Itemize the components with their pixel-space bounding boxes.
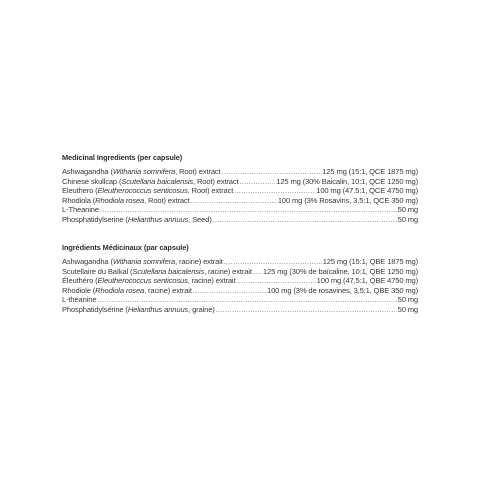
ingredient-name-text: Eleuthero ( (62, 186, 98, 196)
dot-leader (193, 286, 266, 296)
ingredient-latin-name: Helianthus annuus (127, 214, 189, 224)
french-heading: Ingrédients Médicinaux (par capsule) (62, 243, 189, 252)
ingredient-name-text: L-théanine (62, 295, 97, 305)
ingredient-row (62, 276, 418, 286)
dot-leader (239, 177, 275, 187)
ingredient-latin-name: Helianthus annuus (127, 304, 189, 314)
ingredient-name-suffix: , racine) extrait (175, 257, 223, 266)
ingredient-name-suffix: , racine) extrait (187, 276, 236, 286)
ingredient-amount: 50 mg (397, 304, 418, 314)
ingredient-name (62, 215, 212, 225)
ingredient-name-suffix: , Root) extract (144, 195, 190, 205)
ingredient-name (62, 205, 99, 215)
ingredient-name-suffix: , racine) extrait (144, 285, 192, 295)
ingredient-name (62, 295, 96, 305)
ingredient-latin-name: Withania somnifera (112, 167, 176, 176)
dot-leader (224, 257, 322, 267)
ingredient-name-text: Rhodiola ( (62, 195, 96, 205)
ingredient-row (62, 295, 418, 305)
ingredient-name-text: Rhodiole ( (62, 285, 96, 295)
ingredient-amount: 100 mg (47,5:1, QBE 4750 mg) (316, 276, 418, 286)
ingredient-row (62, 267, 418, 277)
ingredient-row (62, 305, 418, 315)
ingredient-amount: 50 mg (397, 214, 418, 224)
dot-leader (213, 215, 397, 225)
ingredient-latin-name: Withania somnifera (112, 257, 176, 266)
ingredient-name-text: Phosphatidylserine ( (62, 214, 128, 224)
ingredient-name-suffix: , Root) extract (175, 167, 221, 176)
dot-leader (216, 305, 397, 315)
ingredient-amount: 50 mg (397, 295, 418, 305)
ingredient-row (62, 215, 418, 225)
ingredient-latin-name: Eleutherococcus senticosus (97, 276, 188, 286)
ingredient-name-suffix: , Root) extract (193, 176, 239, 186)
ingredient-name (62, 196, 190, 206)
ingredient-row (62, 186, 418, 196)
ingredient-name (62, 186, 233, 196)
ingredient-name-text: L-Theanine (62, 205, 99, 215)
english-heading: Medicinal Ingredients (per capsule) (62, 153, 183, 162)
ingredient-name-text: Chinese skullcap ( (62, 176, 122, 186)
ingredient-amount: 125 mg (15:1, QBE 1875 mg) (322, 257, 418, 266)
ingredient-name (62, 177, 238, 187)
ingredient-latin-name: Eleutherococcus senticosus (97, 186, 188, 196)
ingredient-name (62, 267, 252, 277)
ingredient-amount: 50 mg (397, 205, 418, 215)
ingredient-row (62, 196, 418, 206)
ingredient-name (62, 167, 221, 177)
dot-leader (100, 205, 397, 215)
ingredient-row (62, 257, 418, 267)
ingredient-amount: 125 mg (30% de baïcaline, 10:1, QBE 1250 mg) (262, 266, 418, 276)
ingredient-amount: 125 mg (15:1, QCE 1875 mg) (322, 167, 418, 176)
ingredient-amount: 100 mg (3% Rosavins, 3.5:1, QCE 350 mg) (277, 195, 418, 205)
dot-leader (191, 196, 277, 206)
dot-leader (253, 267, 262, 277)
ingredient-row (62, 286, 418, 296)
ingredient-latin-name: Scutellaria baicalensis (132, 266, 205, 276)
ingredient-latin-name: Rhodiola rosea (95, 285, 145, 295)
dot-leader (97, 295, 396, 305)
ingredient-row (62, 205, 418, 215)
ingredient-name-text: Ashwagandha ( (62, 167, 113, 176)
ingredient-name-suffix: , graine) (188, 304, 215, 314)
english-ingredients-panel (62, 153, 418, 225)
dot-leader (222, 167, 322, 177)
ingredient-amount: 125 mg (30% Baicalin, 10:1, QCE 1250 mg) (276, 176, 418, 186)
ingredient-name (62, 305, 215, 315)
ingredient-name-suffix: , racine) extrait (204, 266, 252, 276)
dot-leader (236, 276, 315, 286)
french-ingredients-panel (62, 243, 418, 315)
ingredient-name (62, 257, 223, 267)
ingredient-latin-name: Rhodiola rosea (95, 195, 145, 205)
ingredient-name (62, 276, 235, 286)
dot-leader (234, 186, 315, 196)
ingredient-amount: 100 mg (3% de rosavines, 3,5:1, QBE 350 mg) (267, 285, 418, 295)
ingredient-name (62, 286, 192, 296)
ingredient-row (62, 167, 418, 177)
ingredient-name-text: Phosphatidylsérine ( (62, 304, 128, 314)
ingredient-amount: 100 mg (47.5:1, QCE 4750 mg) (316, 186, 418, 196)
ingredient-name-text: Éleuthéro ( (62, 276, 98, 286)
ingredient-latin-name: Scutellaria baicalensis (121, 176, 194, 186)
ingredient-name-text: Ashwagandha ( (62, 257, 113, 266)
ingredient-name-suffix: , Root) extract (187, 186, 234, 196)
ingredient-name-suffix: , Seed) (188, 214, 212, 224)
ingredient-row (62, 177, 418, 187)
ingredient-name-text: Scutellaire du Baïkal ( (62, 266, 133, 276)
